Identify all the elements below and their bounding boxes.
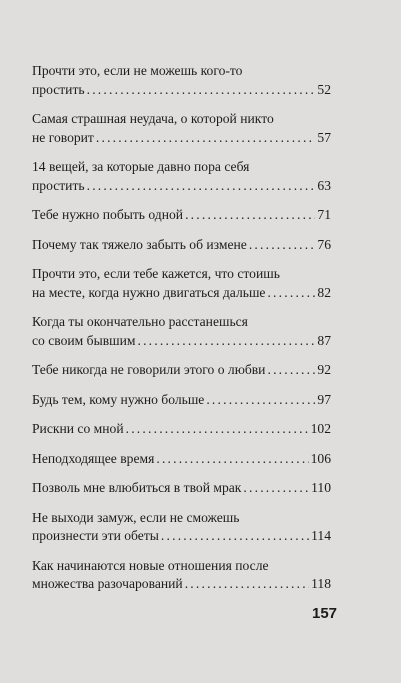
dot-leader bbox=[267, 284, 315, 303]
toc-entry-page: 92 bbox=[317, 362, 331, 377]
toc-entry-title-line: Не выходи замуж, если не сможешь bbox=[32, 509, 240, 525]
dot-leader bbox=[249, 236, 316, 255]
toc-entry-title-line: Рискни со мной bbox=[32, 421, 124, 436]
toc-entry-page: 76 bbox=[317, 236, 331, 252]
toc-entry-title-line: Почему так тяжело забыть об измене bbox=[32, 236, 247, 252]
toc-entry-page: 82 bbox=[317, 284, 331, 300]
dot-leader bbox=[137, 332, 315, 351]
toc-entry-title-line: Самая страшная неудача, о которой никто bbox=[32, 111, 274, 126]
toc-entry bbox=[32, 158, 331, 195]
table-of-contents bbox=[32, 62, 331, 605]
toc-entry-page: 102 bbox=[310, 421, 331, 436]
dot-leader bbox=[206, 391, 315, 410]
dot-leader bbox=[87, 177, 316, 196]
dot-leader bbox=[126, 420, 309, 439]
toc-entry-page: 97 bbox=[317, 391, 331, 407]
toc-entry-title-line: не говорит bbox=[32, 129, 94, 145]
toc-entry bbox=[32, 391, 331, 410]
page-number: 157 bbox=[312, 605, 338, 622]
toc-entry bbox=[32, 509, 331, 546]
toc-entry-title-line: Прочти это, если тебе кажется, что стоишь bbox=[32, 266, 280, 281]
toc-entry-title-line: Тебе нужно побыть одной bbox=[32, 207, 184, 222]
dot-leader bbox=[87, 81, 316, 100]
toc-entry-title-line: 14 вещей, за которые давно пора себя bbox=[32, 159, 250, 174]
toc-entry-title-line: на месте, когда нужно двигаться дальше bbox=[32, 284, 266, 300]
dot-leader bbox=[185, 206, 315, 225]
toc-entry-title-line: произнести эти обеты bbox=[32, 528, 159, 543]
toc-entry bbox=[32, 450, 331, 469]
toc-entry bbox=[32, 110, 331, 147]
toc-entry-page: 57 bbox=[317, 129, 331, 145]
toc-entry-page: 63 bbox=[317, 177, 331, 193]
toc-entry bbox=[32, 236, 331, 255]
toc-entry bbox=[32, 206, 331, 225]
dot-leader bbox=[243, 479, 309, 498]
toc-entry-title-line: Тебе никогда не говорили этого о любви bbox=[32, 362, 266, 377]
toc-entry bbox=[32, 479, 331, 498]
toc-entry bbox=[32, 265, 331, 302]
toc-entry-title-line: Будь тем, кому нужно больше bbox=[32, 391, 205, 407]
dot-leader bbox=[161, 527, 309, 546]
toc-entry-title-line: простить bbox=[32, 177, 85, 193]
toc-entry-page: 106 bbox=[310, 450, 331, 466]
toc-entry-page: 87 bbox=[317, 332, 331, 348]
dot-leader bbox=[267, 361, 315, 380]
toc-entry bbox=[32, 420, 331, 439]
toc-entry-title-line: Прочти это, если не можешь кого-то bbox=[32, 63, 243, 78]
toc-entry-title-line: Как начинаются новые отношения после bbox=[32, 557, 269, 573]
toc-entry-title-line: Неподходящее время bbox=[32, 450, 155, 466]
toc-entry-page: 114 bbox=[311, 528, 331, 543]
dot-leader bbox=[185, 575, 309, 594]
toc-entry-title-line: со своим бывшим bbox=[32, 332, 136, 348]
toc-entry-page: 71 bbox=[317, 207, 331, 222]
toc-entry bbox=[32, 557, 331, 594]
toc-entry bbox=[32, 62, 331, 99]
dot-leader bbox=[96, 129, 316, 148]
toc-entry bbox=[32, 361, 331, 380]
toc-entry-page: 110 bbox=[311, 480, 331, 495]
toc-entry-page: 52 bbox=[317, 81, 331, 97]
toc-entry bbox=[32, 313, 331, 350]
dot-leader bbox=[156, 450, 308, 469]
toc-entry-page: 118 bbox=[311, 576, 331, 591]
toc-entry-title-line: множества разочарований bbox=[32, 576, 183, 591]
toc-entry-title-line: простить bbox=[32, 81, 85, 97]
toc-entry-title-line: Позволь мне влюбиться в твой мрак bbox=[32, 480, 242, 495]
toc-entry-title-line: Когда ты окончательно расстанешься bbox=[32, 314, 248, 329]
